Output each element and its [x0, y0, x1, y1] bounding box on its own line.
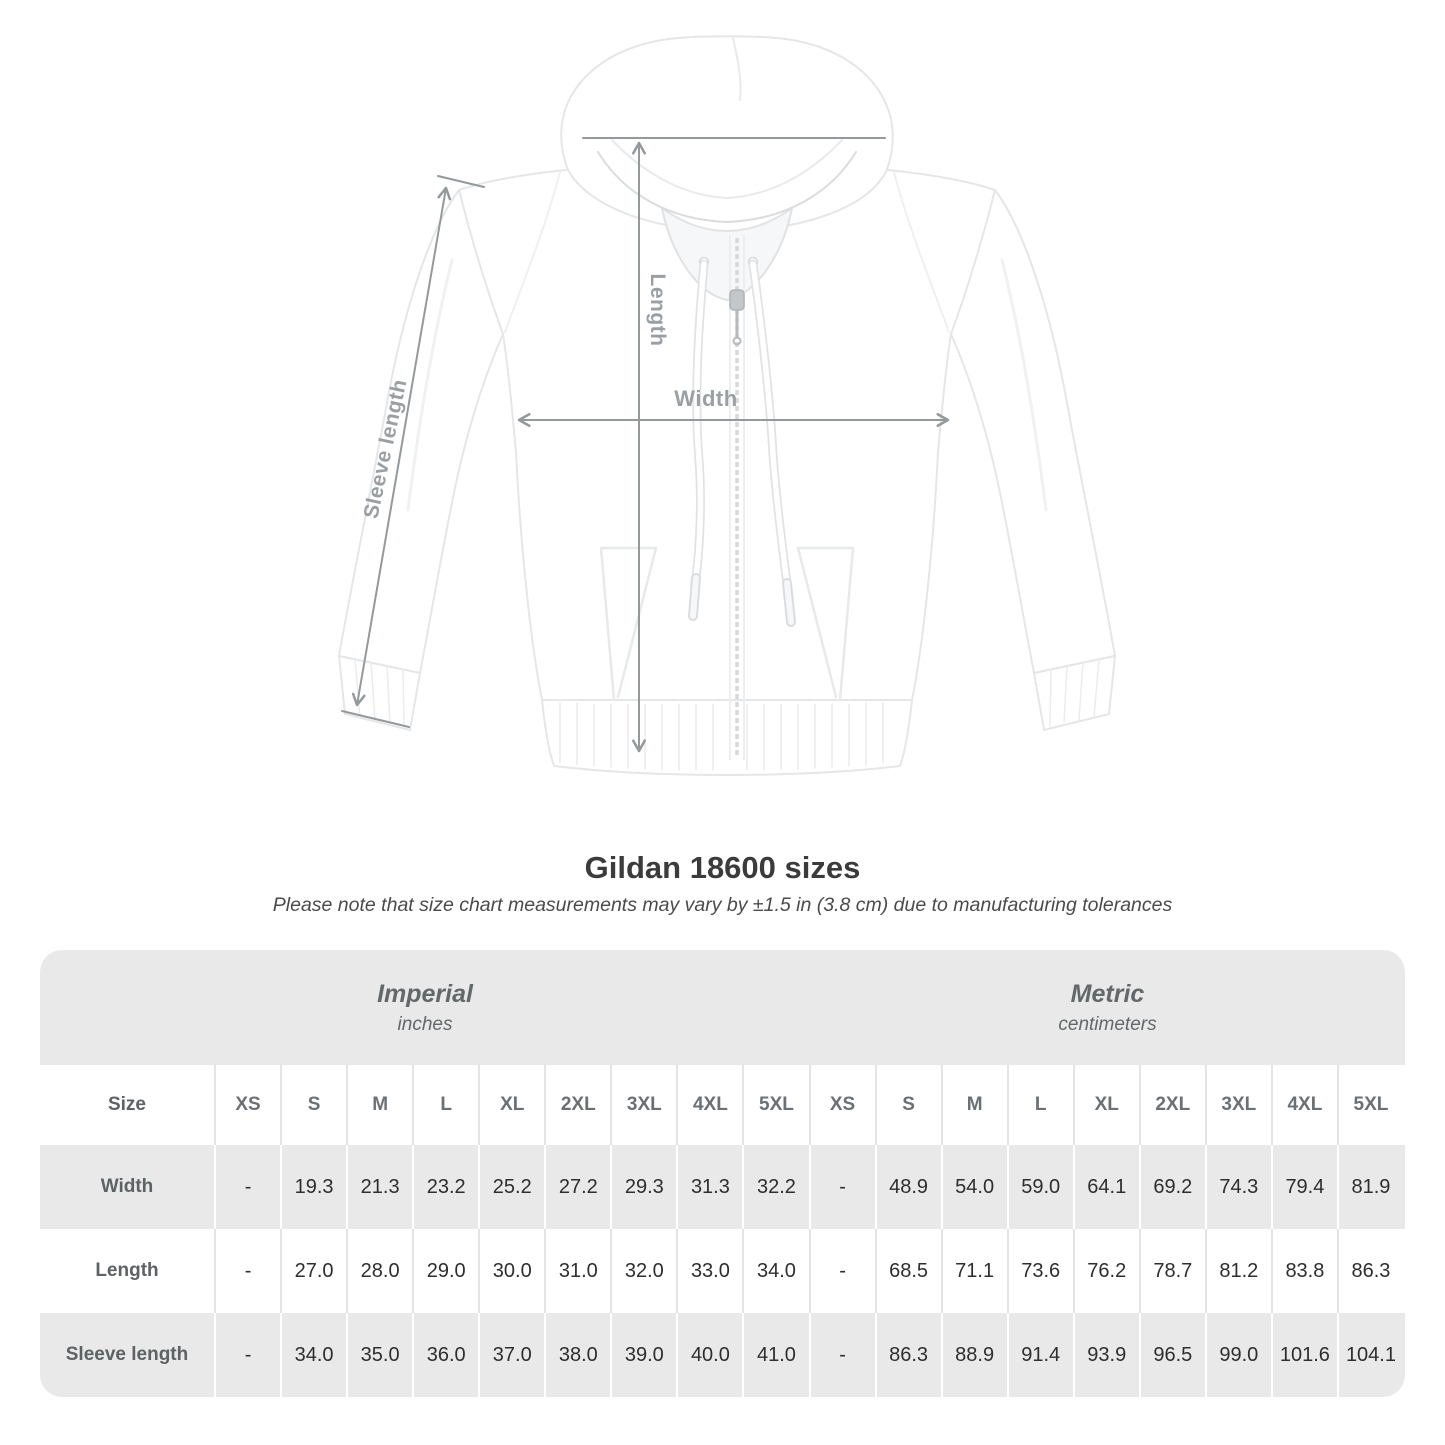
page-title: Gildan 18600 sizes	[584, 850, 861, 885]
size-header-row	[40, 1065, 1405, 1145]
tolerance-note: Please note that size chart measurements may vary by ±1.5 in (3.8 cm) due to manufacturing tolerances	[272, 894, 1173, 916]
imperial-value-7: 40.0	[678, 1313, 744, 1397]
metric-value-3: 73.6	[1009, 1229, 1075, 1313]
metric-value-8: 86.3	[1351, 1259, 1391, 1282]
metric-value-8: 81.9	[1351, 1175, 1391, 1198]
unit-group-metric	[810, 980, 1405, 1036]
length-measure-label: Length	[646, 273, 669, 347]
size-col-imperial-s: S	[282, 1065, 348, 1145]
metric-value-8: 104.1	[1345, 1343, 1396, 1366]
metric-value-5: 78.7	[1141, 1229, 1207, 1313]
imperial-value-4: 37.0	[480, 1313, 546, 1397]
size-col-imperial-3xl: 3XL	[612, 1065, 678, 1145]
width-measure-label: Width	[674, 386, 738, 411]
size-col-metric-5xl: 5XL	[1353, 1094, 1389, 1115]
metric-value-2: 54.0	[943, 1145, 1009, 1229]
imperial-value-5: 27.2	[546, 1145, 612, 1229]
row-label-2: Sleeve length	[40, 1313, 216, 1397]
size-col-imperial-l: L	[414, 1065, 480, 1145]
metric-value-7: 83.8	[1273, 1229, 1339, 1313]
metric-value-1: 86.3	[877, 1313, 943, 1397]
size-col-metric-2xl: 2XL	[1141, 1065, 1207, 1145]
size-col-imperial-xs: XS	[216, 1065, 282, 1145]
row-label-0: Width	[40, 1145, 216, 1229]
imperial-value-7: 31.3	[678, 1145, 744, 1229]
imperial-value-8: 41.0	[744, 1313, 810, 1397]
imperial-value-5: 31.0	[546, 1229, 612, 1313]
imperial-value-5: 38.0	[546, 1313, 612, 1397]
imperial-value-0: -	[216, 1145, 282, 1229]
unit-header-row	[40, 950, 1405, 1065]
metric-value-1: 68.5	[877, 1229, 943, 1313]
metric-value-7: 101.6	[1273, 1313, 1339, 1397]
metric-value-4: 64.1	[1075, 1145, 1141, 1229]
size-col-metric-3xl: 3XL	[1207, 1065, 1273, 1145]
metric-value-6: 99.0	[1207, 1313, 1273, 1397]
imperial-value-8: 32.2	[744, 1145, 810, 1229]
metric-value-0: -	[811, 1145, 877, 1229]
sleeve-length-row	[40, 1313, 1405, 1397]
size-col-imperial-2xl: 2XL	[546, 1065, 612, 1145]
size-chart-table	[40, 950, 1405, 1397]
size-col-imperial-4xl: 4XL	[678, 1065, 744, 1145]
sleeve-length-measure-label: Sleeve length	[359, 377, 412, 521]
imperial-value-6: 29.3	[612, 1145, 678, 1229]
size-col-metric-xl: XL	[1075, 1065, 1141, 1145]
size-col-imperial-m: M	[348, 1065, 414, 1145]
imperial-value-0: -	[216, 1229, 282, 1313]
imperial-value-1: 27.0	[282, 1229, 348, 1313]
unit-group-imperial	[40, 980, 810, 1036]
imperial-value-1: 34.0	[282, 1313, 348, 1397]
width-row	[40, 1145, 1405, 1229]
row-label-1: Length	[40, 1229, 216, 1313]
metric-value-3: 91.4	[1009, 1313, 1075, 1397]
size-col-metric-l: L	[1009, 1065, 1075, 1145]
size-col-metric-s: S	[877, 1065, 943, 1145]
metric-value-2: 71.1	[943, 1229, 1009, 1313]
imperial-value-4: 30.0	[480, 1229, 546, 1313]
size-column-label: Size	[40, 1065, 216, 1145]
imperial-value-3: 36.0	[414, 1313, 480, 1397]
imperial-value-2: 28.0	[348, 1229, 414, 1313]
metric-value-3: 59.0	[1009, 1145, 1075, 1229]
imperial-value-8: 34.0	[744, 1229, 810, 1313]
imperial-value-3: 23.2	[414, 1145, 480, 1229]
size-col-imperial-5xl: 5XL	[744, 1065, 810, 1145]
imperial-value-2: 35.0	[348, 1313, 414, 1397]
imperial-unit-label: inches	[397, 1013, 453, 1035]
size-col-metric-xs: XS	[811, 1065, 877, 1145]
imperial-value-1: 19.3	[282, 1145, 348, 1229]
imperial-value-6: 39.0	[612, 1313, 678, 1397]
metric-value-4: 76.2	[1075, 1229, 1141, 1313]
metric-value-2: 88.9	[943, 1313, 1009, 1397]
metric-value-0: -	[811, 1229, 877, 1313]
imperial-value-4: 25.2	[480, 1145, 546, 1229]
metric-value-4: 93.9	[1075, 1313, 1141, 1397]
size-col-metric-4xl: 4XL	[1273, 1065, 1339, 1145]
metric-value-7: 79.4	[1273, 1145, 1339, 1229]
imperial-value-2: 21.3	[348, 1145, 414, 1229]
metric-heading: Metric	[1070, 979, 1145, 1008]
sleeve-top-tick	[438, 176, 484, 187]
imperial-heading: Imperial	[377, 979, 473, 1008]
metric-unit-label: centimeters	[1058, 1013, 1157, 1035]
metric-value-1: 48.9	[877, 1145, 943, 1229]
imperial-value-6: 32.0	[612, 1229, 678, 1313]
length-row	[40, 1229, 1405, 1313]
imperial-value-7: 33.0	[678, 1229, 744, 1313]
imperial-value-0: -	[216, 1313, 282, 1397]
metric-value-6: 74.3	[1207, 1145, 1273, 1229]
metric-value-6: 81.2	[1207, 1229, 1273, 1313]
metric-value-5: 96.5	[1141, 1313, 1207, 1397]
metric-value-5: 69.2	[1141, 1145, 1207, 1229]
metric-value-0: -	[811, 1313, 877, 1397]
imperial-value-3: 29.0	[414, 1229, 480, 1313]
size-col-metric-m: M	[943, 1065, 1009, 1145]
size-col-imperial-xl: XL	[480, 1065, 546, 1145]
heading-block	[0, 848, 1445, 917]
